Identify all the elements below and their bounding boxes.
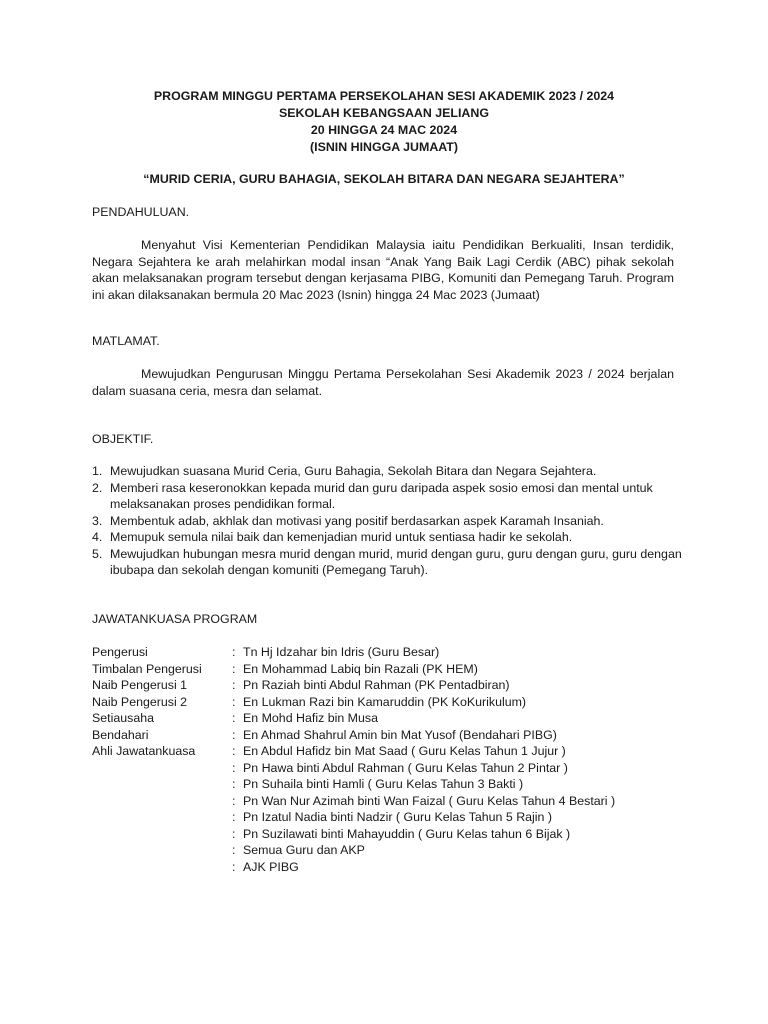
heading-objektif: OBJEKTIF. [92, 432, 154, 446]
committee-role [92, 842, 232, 859]
objective-text: Membentuk adab, akhlak dan motivasi yang positif berdasarkan aspek Karamah Insaniah. [110, 513, 604, 528]
objective-number: 2. [92, 480, 103, 495]
committee-role [92, 793, 232, 810]
committee-member: En Ahmad Shahrul Amin bin Mat Yusof (Bendahari PIBG) [243, 727, 557, 742]
committee-table [92, 644, 692, 875]
objective-number: 3. [92, 513, 103, 528]
committee-member: Pn Wan Nur Azimah binti Wan Faizal ( Guru Kelas Tahun 4 Bestari ) [243, 793, 616, 808]
colon-separator: : [232, 711, 236, 725]
committee-row [92, 760, 692, 777]
objective-list [92, 463, 682, 579]
committee-member: Pn Raziah binti Abdul Rahman (PK Pentadbiran) [243, 678, 510, 692]
header-line-school: SEKOLAH KEBANGSAAN JELIANG [279, 106, 489, 120]
paragraph-pendahuluan [92, 237, 674, 303]
objective-text: Mewujudkan suasana Murid Ceria, Guru Bahagia, Sekolah Bitara dan Negara Sejahtera. [110, 464, 597, 478]
committee-row [92, 826, 692, 843]
colon-separator: : [232, 645, 236, 659]
colon-separator: : [232, 777, 236, 791]
header-line-days: (ISNIN HINGGA JUMAAT) [310, 140, 458, 154]
committee-row [92, 809, 692, 826]
committee-role [92, 760, 232, 777]
committee-row [92, 710, 692, 727]
document-header [0, 88, 768, 156]
objective-item [92, 513, 682, 530]
committee-row [92, 776, 692, 793]
committee-role: Ahli Jawatankuasa [92, 744, 196, 758]
committee-member: Pn Hawa binti Abdul Rahman ( Guru Kelas Tahun 2 Pintar ) [243, 760, 568, 775]
header-line-program: PROGRAM MINGGU PERTAMA PERSEKOLAHAN SESI AKADEMIK 2023 / 2024 [153, 89, 615, 103]
heading-matlamat: MATLAMAT. [92, 334, 160, 348]
objective-number: 4. [92, 530, 103, 544]
committee-row [92, 743, 692, 760]
pendahuluan-text: Menyahut Visi Kementerian Pendidikan Malaysia iaitu Pendidikan Berkualiti, Insan terdidik, Negara Sejahtera ke arah melahirkan modal insan “Anak Yang Baik Lagi Cerdik (ABC) pihak sekolah akan melaksanakan program tersebut dengan kerjasama PIBG, Komuniti dan Pemegang Taruh. Program ini akan dilaksanakan bermula 20 Mac 2023 (Isnin) hingga 24 Mac 2023 (Jumaat) [92, 238, 674, 302]
committee-row [92, 859, 692, 876]
heading-pendahuluan: PENDAHULUAN. [92, 205, 190, 219]
committee-role: Timbalan Pengerusi [92, 661, 202, 676]
objective-text: Mewujudkan hubungan mesra murid dengan murid, murid dengan guru, guru dengan guru, guru dengan ibubapa dan sekolah dengan komuniti (Pemegang Taruh). [110, 546, 682, 577]
committee-member: En Lukman Razi bin Kamaruddin (PK KoKurikulum) [243, 694, 527, 709]
committee-row [92, 842, 692, 859]
committee-role [92, 859, 232, 876]
objective-item [92, 463, 682, 480]
colon-separator: : [232, 760, 236, 775]
colon-separator: : [232, 843, 236, 857]
committee-role [92, 776, 232, 793]
objective-item [92, 546, 682, 579]
committee-role: Naib Pengerusi 2 [92, 694, 188, 709]
matlamat-text: Mewujudkan Pengurusan Minggu Pertama Persekolahan Sesi Akademik 2023 / 2024 berjalan dalam suasana ceria, mesra dan selamat. [92, 367, 674, 398]
colon-separator: : [232, 810, 236, 824]
objective-text: Memberi rasa keseronokkan kepada murid dan guru daripada aspek sosio emosi dan mental untuk melaksanakan proses pendidikan formal. [110, 480, 653, 511]
objective-item [92, 529, 682, 546]
motto: “MURID CERIA, GURU BAHAGIA, SEKOLAH BITARA DAN NEGARA SEJAHTERA” [143, 172, 625, 186]
objective-item [92, 480, 682, 513]
colon-separator: : [232, 694, 236, 709]
committee-role: Pengerusi [92, 645, 148, 659]
committee-role [92, 826, 232, 843]
paragraph-matlamat [92, 366, 674, 399]
header-line-dates: 20 HINGGA 24 MAC 2024 [310, 123, 458, 137]
committee-row [92, 677, 692, 694]
colon-separator: : [232, 826, 236, 841]
colon-separator: : [232, 678, 236, 692]
committee-member: Semua Guru dan AKP [243, 843, 365, 857]
heading-jawatankuasa: JAWATANKUASA PROGRAM [92, 612, 258, 626]
colon-separator: : [232, 661, 236, 676]
committee-row [92, 644, 692, 661]
committee-row [92, 694, 692, 711]
colon-separator: : [232, 859, 236, 874]
committee-role: Setiausaha [92, 711, 155, 725]
committee-member: En Mohammad Labiq bin Razali (PK HEM) [243, 661, 478, 676]
committee-member: Pn Suhaila binti Hamli ( Guru Kelas Tahun 3 Bakti ) [243, 777, 524, 791]
committee-row [92, 727, 692, 744]
committee-role [92, 809, 232, 826]
colon-separator: : [232, 727, 236, 742]
colon-separator: : [232, 793, 236, 808]
committee-member: Pn Suzilawati binti Mahayuddin ( Guru Kelas tahun 6 Bijak ) [243, 826, 571, 841]
objective-text: Memupuk semula nilai baik dan kemenjadian murid untuk sentiasa hadir ke sekolah. [110, 530, 573, 544]
committee-row [92, 661, 692, 678]
committee-member: Pn Izatul Nadia binti Nadzir ( Guru Kelas Tahun 5 Rajin ) [243, 810, 553, 824]
committee-row [92, 793, 692, 810]
committee-member: Tn Hj Idzahar bin Idris (Guru Besar) [243, 645, 440, 659]
committee-role: Bendahari [92, 727, 149, 742]
objective-number: 1. [92, 464, 103, 478]
committee-member: En Mohd Hafiz bin Musa [243, 711, 378, 725]
objective-number: 5. [92, 546, 103, 561]
committee-member: En Abdul Hafidz bin Mat Saad ( Guru Kelas Tahun 1 Jujur ) [243, 744, 566, 758]
committee-role: Naib Pengerusi 1 [92, 678, 188, 692]
colon-separator: : [232, 744, 236, 758]
committee-member: AJK PIBG [243, 859, 299, 874]
